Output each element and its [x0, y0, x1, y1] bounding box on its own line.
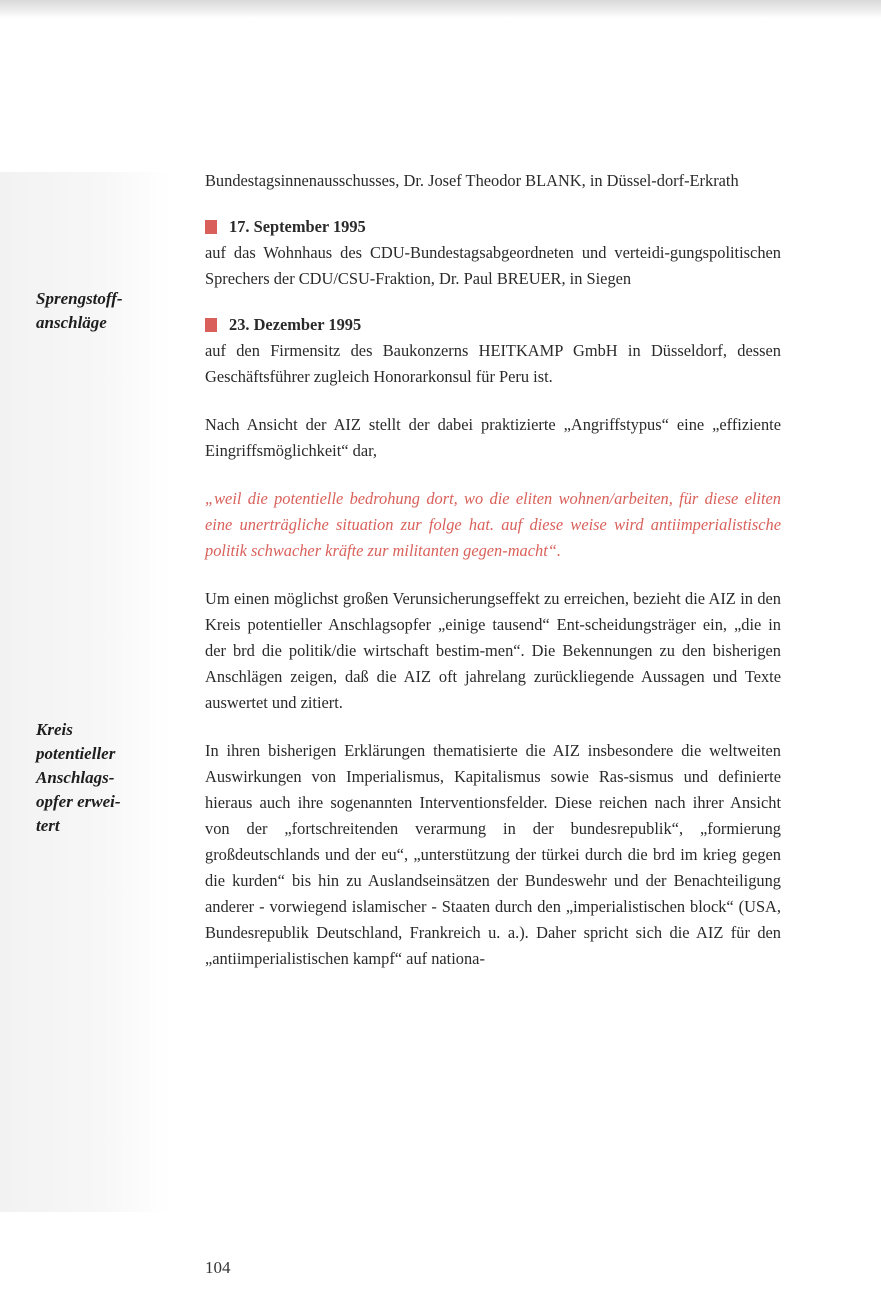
- margin-note-line: potentieller: [36, 744, 116, 763]
- entry-date-heading: [205, 214, 781, 240]
- entry-description: auf das Wohnhaus des CDU-Bundestagsabgeordneten und verteidi-gungspolitischen Sprechers der CDU/CSU-Fraktion, Dr. Paul BREUER, in Siegen: [205, 243, 781, 288]
- main-text-column: [205, 168, 781, 972]
- entry-date-text: 23. Dezember 1995: [229, 315, 362, 334]
- margin-note-line: Anschlags-: [36, 768, 115, 787]
- entry-date-heading: [205, 312, 781, 338]
- margin-note-line: tert: [36, 816, 60, 835]
- page-number: 104: [205, 1258, 231, 1277]
- margin-note-kreis-potentieller-anschlagsopfer: [36, 718, 166, 838]
- aiz-quote: „weil die potentielle bedrohung dort, wo die eliten wohnen/arbeiten, für diese eliten eine unerträgliche situation zur folge hat. auf diese weise wird antiimperialistische politik schwacher kräfte zur militanten gegen-macht“.: [205, 489, 781, 560]
- margin-note-line: Sprengstoff-: [36, 289, 123, 308]
- body-paragraph: Um einen möglichst großen Verunsicherungseffekt zu erreichen, bezieht die AIZ in den Kreis potentieller Anschlagsopfer „einige tausend“ Ent-scheidungsträger ein, „die in der brd die politik/die wirtschaft bestim-men“. Die Bekennungen zu den bisherigen Anschlägen zeigen, daß die AIZ oft jahrelang zurückliegende Aussagen und Texte auswertet und zitiert.: [205, 589, 781, 712]
- intro-paragraph: Bundestagsinnenausschusses, Dr. Josef Theodor BLANK, in Düssel-dorf-Erkrath: [205, 171, 739, 190]
- body-paragraph: Nach Ansicht der AIZ stellt der dabei praktizierte „Angriffstypus“ eine „effiziente Eingriffsmöglichkeit“ dar,: [205, 415, 781, 460]
- margin-note-line: opfer erwei-: [36, 792, 121, 811]
- entry-date-text: 17. September 1995: [229, 217, 366, 236]
- red-square-bullet-icon: [205, 318, 217, 332]
- entry-description: auf den Firmensitz des Baukonzerns HEITKAMP GmbH in Düsseldorf, dessen Geschäftsführer zugleich Honorarkonsul für Peru ist.: [205, 341, 781, 386]
- body-paragraph: In ihren bisherigen Erklärungen thematisierte die AIZ insbesondere die weltweiten Auswirkungen von Imperialismus, Kapitalismus sowie Ras-sismus und definierte hieraus auch ihre sogenannten Interventionsfelder. Diese reichen nach ihrer Ansicht von der „fortschreitenden verarmung in der bundesrepublik“, „formierung großdeutschlands und der eu“, „unterstützung der türkei durch die brd im krieg gegen die kurden“ bis hin zu Auslandseinsätzen der Bundeswehr und der Benachteiligung anderer - vorwiegend islamischer - Staaten durch den „imperialistischen block“ (USA, Bundesrepublik Deutschland, Frankreich u. a.). Daher spricht sich die AIZ für den „antiimperialistischen kampf“ auf nationa-: [205, 741, 781, 968]
- margin-note-sprengstoffanschlaege: [36, 287, 166, 335]
- red-square-bullet-icon: [205, 220, 217, 234]
- margin-note-line: Kreis: [36, 720, 73, 739]
- margin-note-line: anschläge: [36, 313, 107, 332]
- page-top-strip: [0, 0, 881, 18]
